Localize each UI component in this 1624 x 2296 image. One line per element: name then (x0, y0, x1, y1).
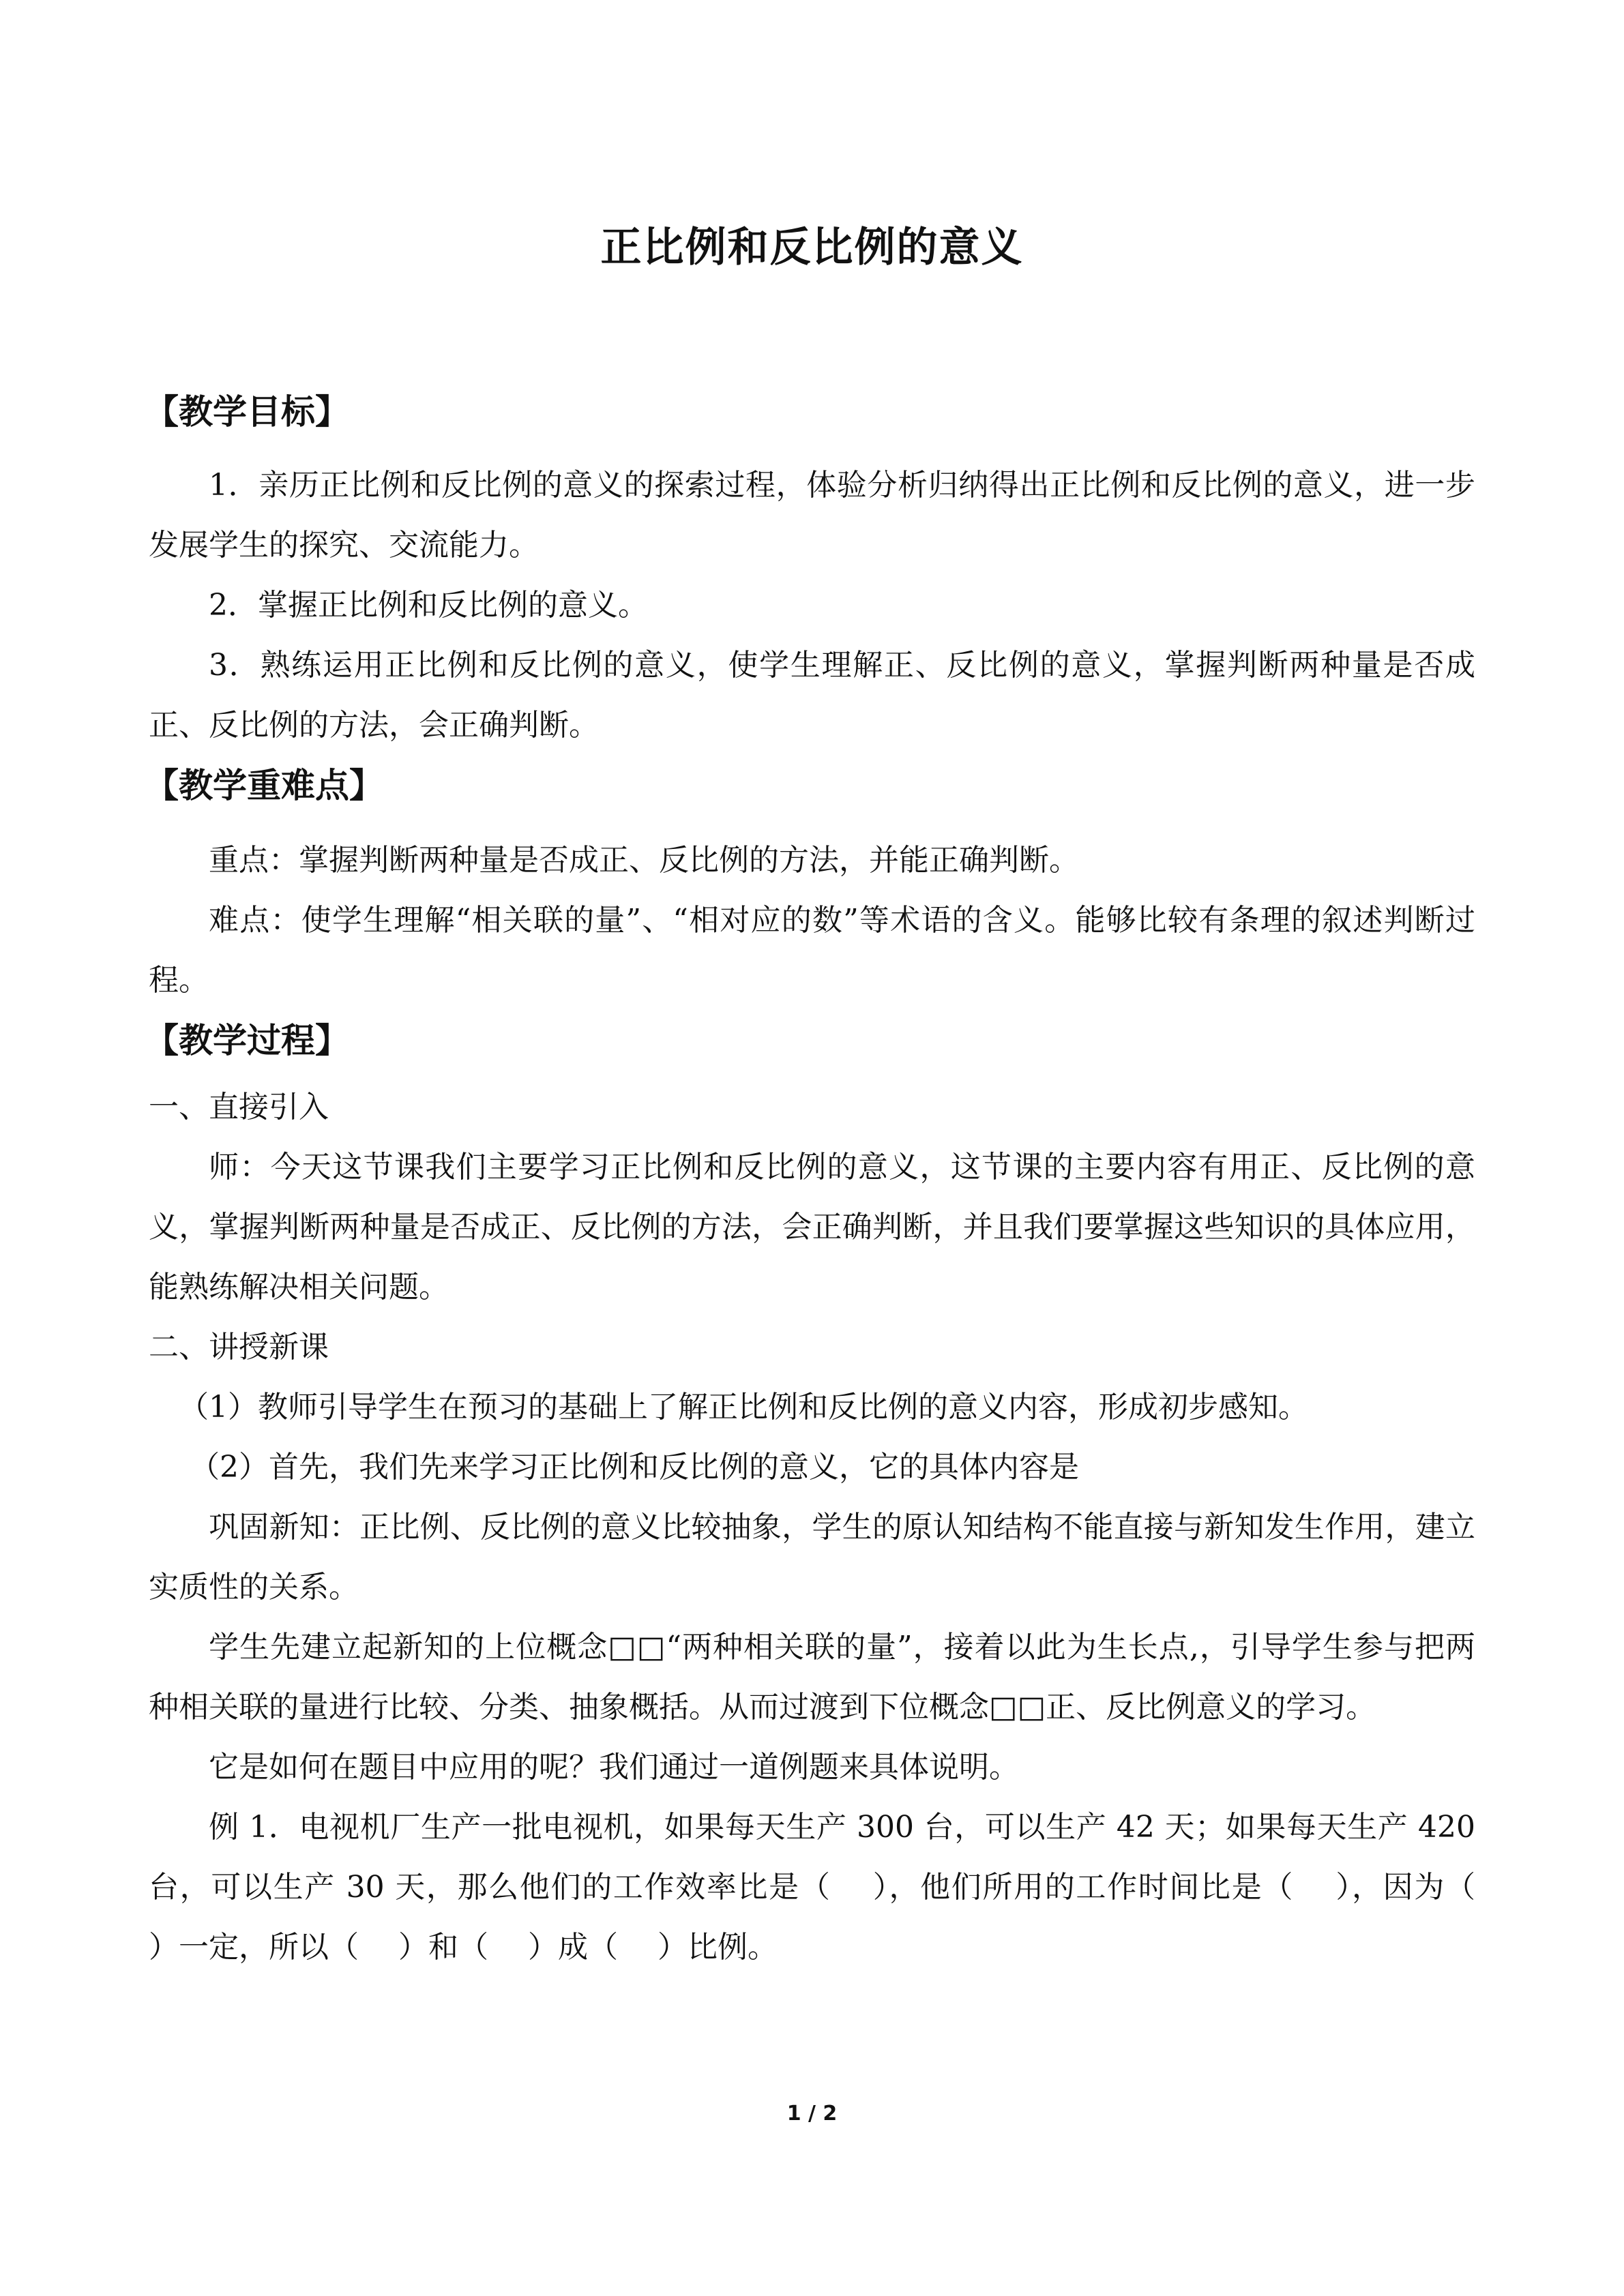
paragraph: 重点：掌握判断两种量是否成正、反比例的方法，并能正确判断。 (209, 843, 1079, 878)
paragraph: 学生先建立起新知的上位概念□□“两种相关联的量”，接着以此为生长点,，引导学生参与把两种相关联的量进行比较、分类、抽象概括。从而过渡到下位概念□□正、反比例意义的学习。 (149, 1630, 1475, 1725)
page-number: 1 / 2 (786, 2102, 838, 2126)
paragraph: 难点：使学生理解“相关联的量”、“相对应的数”等术语的含义。能够比较有条理的叙述判断过程。 (149, 903, 1475, 998)
subsection-title: 一、直接引入 (149, 1090, 329, 1124)
paragraph: （1）教师引导学生在预习的基础上了解正比例和反比例的意义内容，形成初步感知。 (179, 1390, 1308, 1425)
paragraph: 它是如何在题目中应用的呢？我们通过一道例题来具体说明。 (209, 1750, 1019, 1785)
paragraph: 1．亲历正比例和反比例的意义的探索过程，体验分析归纳得出正比例和反比例的意义，进一步发展学生的探究、交流能力。 (149, 468, 1475, 563)
section-heading-key-points: 【教学重难点】 (145, 766, 383, 805)
subsection-title: 二、讲授新课 (149, 1330, 329, 1365)
paragraph: 师：今天这节课我们主要学习正比例和反比例的意义，这节课的主要内容有用正、反比例的意义，掌握判断两种量是否成正、反比例的方法，会正确判断，并且我们要掌握这些知识的具体应用，能熟练解决相关问题。 (149, 1150, 1475, 1304)
page-title: 正比例和反比例的意义 (600, 224, 1024, 271)
paragraph: 2．掌握正比例和反比例的意义。 (209, 588, 648, 623)
document-body (145, 382, 1515, 1978)
section-heading-objectives: 【教学目标】 (145, 392, 349, 432)
section-heading-process: 【教学过程】 (145, 1021, 349, 1060)
paragraph: 3．熟练运用正比例和反比例的意义，使学生理解正、反比例的意义，掌握判断两种量是否成正、反比例的方法，会正确判断。 (149, 648, 1475, 743)
paragraph: （2）首先，我们先来学习正比例和反比例的意义，它的具体内容是 (190, 1450, 1079, 1485)
paragraph: 巩固新知：正比例、反比例的意义比较抽象，学生的原认知结构不能直接与新知发生作用，建立实质性的关系。 (149, 1510, 1475, 1605)
example-paragraph: 例 1．电视机厂生产一批电视机，如果每天生产 300 台，可以生产 42 天；如果每天生产 420 台，可以生产 30 天，那么他们的工作效率比是（ ），他们所用的工作时间比是（ ），因为（ ）一定，所以（ ）和（ ）成（ ）比例。 (149, 1810, 1515, 1965)
